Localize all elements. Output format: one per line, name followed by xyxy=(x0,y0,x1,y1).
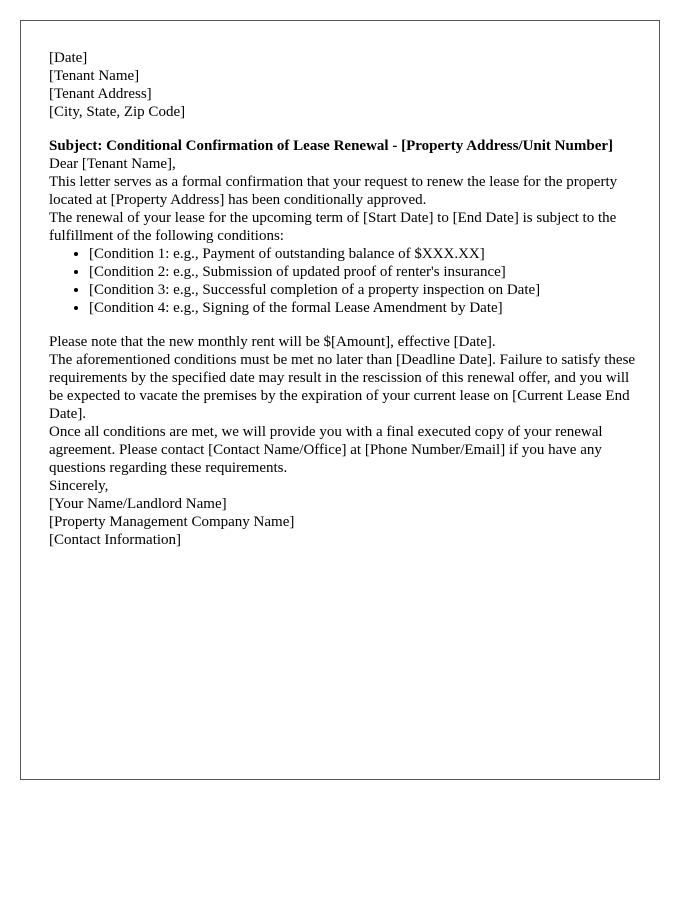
paragraph-rent: Please note that the new monthly rent will be $[Amount], effective [Date]. xyxy=(49,334,496,350)
recipient-name: [Tenant Name] xyxy=(49,68,140,84)
letter-date: [Date] xyxy=(49,50,88,66)
salutation: Dear [Tenant Name], xyxy=(49,156,176,172)
condition-item: • [Condition 4: e.g., Signing of the formal Lease Amendment by Date] xyxy=(89,299,639,317)
recipient-block xyxy=(49,67,639,121)
letter-body xyxy=(49,49,639,549)
condition-item: • [Condition 2: e.g., Submission of updated proof of renter's insurance] xyxy=(89,263,639,281)
signoff: Sincerely, xyxy=(49,478,109,494)
conditions-list xyxy=(49,245,639,317)
recipient-address: [Tenant Address] xyxy=(49,86,152,102)
paragraph-closing: Once all conditions are met, we will provide you with a final executed copy of your renewal agreement. Please contact [Contact Name/Office] at [Phone Number/Email] if you have any questions regarding these requirements. xyxy=(49,424,603,476)
paragraph-conditions-intro: The renewal of your lease for the upcoming term of [Start Date] to [End Date] is subject to the fulfillment of the following conditions: xyxy=(49,210,617,244)
condition-item: • [Condition 1: e.g., Payment of outstanding balance of $XXX.XX] xyxy=(89,245,639,263)
signature-name: [Your Name/Landlord Name] xyxy=(49,496,227,512)
letter-page xyxy=(20,20,660,780)
signature-company: [Property Management Company Name] xyxy=(49,514,295,530)
paragraph-deadline: The aforementioned conditions must be met no later than [Deadline Date]. Failure to satisfy these requirements by the specified date may result in the rescission of this renewal offer, and you will be expected to vacate the premises by the expiration of your current lease on [Current Lease End Date]. xyxy=(49,352,636,422)
recipient-city-state-zip: [City, State, Zip Code] xyxy=(49,104,186,120)
paragraph-intro: This letter serves as a formal confirmation that your request to renew the lease for the property located at [Property Address] has been conditionally approved. xyxy=(49,174,618,208)
condition-item: • [Condition 3: e.g., Successful completion of a property inspection on Date] xyxy=(89,281,639,299)
letter-subject: Subject: Conditional Confirmation of Lease Renewal - [Property Address/Unit Number] xyxy=(49,138,614,154)
signature-contact: [Contact Information] xyxy=(49,532,182,548)
signature-block xyxy=(49,495,639,549)
